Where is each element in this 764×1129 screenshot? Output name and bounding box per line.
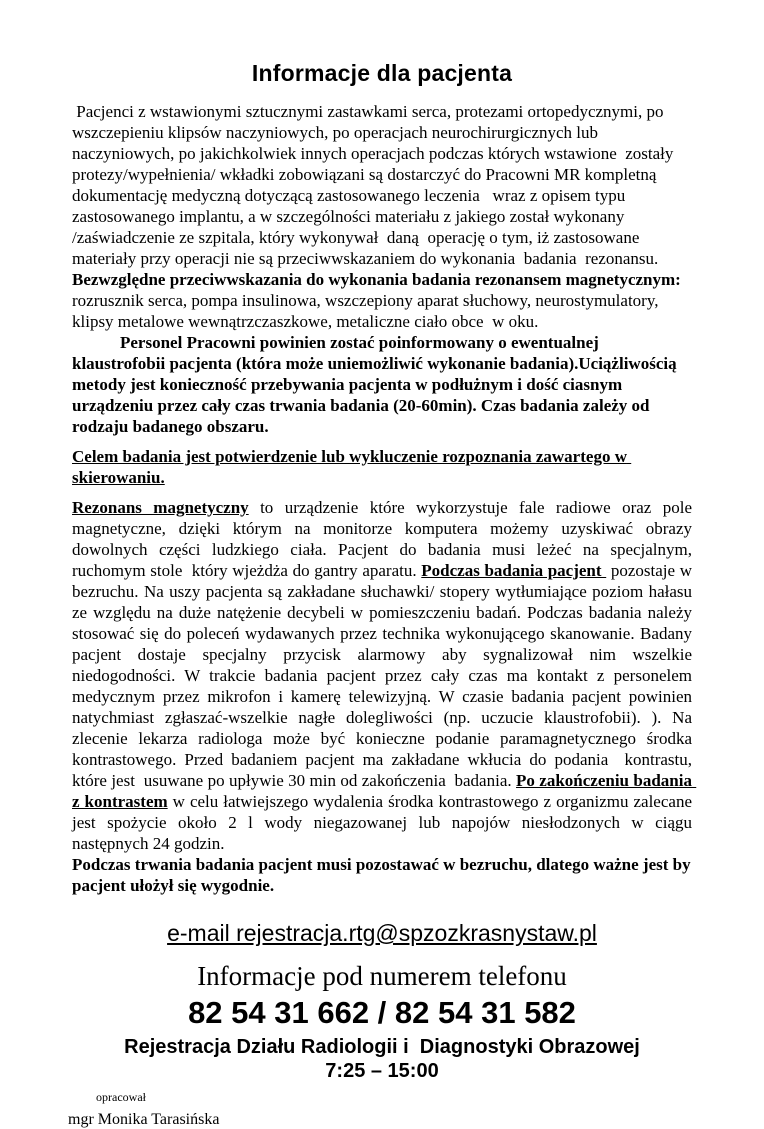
- prepared-by-name: mgr Monika Tarasińska: [68, 1111, 220, 1128]
- heading-exam-purpose: [72, 446, 692, 488]
- text-run: Podczas trwania badania pacjent musi pozostawać w bezruchu, dlatego ważne jest by pacjent ułożył się wygodnie.: [72, 855, 695, 895]
- text-run: Rezonans magnetyczny: [72, 498, 249, 517]
- phone-numbers: 82 54 31 662 / 82 54 31 582: [188, 995, 576, 1030]
- paragraph-personnel: [72, 332, 692, 437]
- phone-info-heading: Informacje pod numerem telefonu: [197, 961, 567, 991]
- text-run: Podczas badania pacjent: [421, 561, 607, 580]
- text-run: Pacjenci z wstawionymi sztucznymi zastawkami serca, protezami ortopedycznymi, po wszczepieniu klipsów naczyniowych, po operacjach neurochirurgicznych lub naczyniowych, po jakichkolwiek innych operacjach podczas których wstawione zostały protezy/wypełnienia/ wkładki zobowiązani są dostarczyć do Pracowni MR kompletną dokumentację medyczną dotyczącą zastosowanego leczenia wraz z opisem typu zastosowanego implantu, a w szczególności materiału z jakiego został wykonany /zaświadczenie ze szpitala, który wykonywał daną operację o tym, iż zastosowane materiały przy operacji nie są przeciwwskazaniem do wykonania badania rezonansu.: [72, 102, 678, 268]
- text-run: Celem badania jest potwierdzenie lub wykluczenie rozpoznania zawartego w skierowaniu.: [72, 447, 632, 487]
- document-title: Informacje dla pacjenta: [251, 60, 513, 86]
- registration-department: Rejestracja Działu Radiologii i Diagnostyki Obrazowej: [124, 1036, 640, 1058]
- text-run: pozostaje w bezruchu. Na uszy pacjenta są zakładane słuchawki/ stopery wytłumiające poziom hałasu ze względu na duże natężenie decybeli w pomieszczeniu badań. Podczas badania należy stosować się do poleceń wydawanych przez technika wykonującego skanowanie. Badany pacjent dostaje specjalny przycisk alarmowy aby sygnalizował nim wszelkie niedogodności. W trakcie badania pacjent przez cały czas ma kontakt z personelem medycznym przez mikrofon i kamerę telewizyjną. W czasie badania pacjent powinien natychmiast zgłaszać-wszelkie nagłe dolegliwości (np. uczucie klaustrofobii). ). Na zlecenie lekarza radiologa może być konieczne podanie paramagnetycznego środka kontrastowego. Przed badaniem pacjent ma zakładane wkłucia do podania kontrastu, które jest usuwane po upływie 30 min od zakończenia badania.: [72, 561, 697, 790]
- opening-hours: 7:25 – 15:00: [325, 1060, 439, 1082]
- text-run: to urządzenie które wykorzystuje fale radiowe oraz pole magnetyczne, dzięki którym na monitorze komputera możemy uzyskiwać obrazy dowolnych części ludzkiego ciała. Pacjent do badania musi leżeć na specjalnym, ruchomym stole który wjeżdża do gantry aparatu.: [72, 498, 697, 580]
- paragraph-contraindications: [72, 269, 692, 332]
- prepared-label: opracował: [96, 1090, 146, 1104]
- text-run: rozrusznik serca, pompa insulinowa, wszczepiony aparat słuchowy, neurostymulatory, klipsy metalowe wewnątrzczaszkowe, metaliczne ciało obce w oku.: [72, 270, 686, 331]
- text-run: Po zakończeniu badania z kontrastem: [72, 771, 697, 811]
- text-run: Personel Pracowni powinien zostać poinformowany o ewentualnej klaustrofobii pacjenta (która może uniemożliwić wykonanie badania).Uciążliwością metody jest konieczność przebywania pacjenta w podłużnym i dość ciasnym urządzeniu przez cały czas trwania badania (20-60min). Czas badania zależy od rodzaju badanego obszaru.: [72, 333, 681, 436]
- text-run: w celu łatwiejszego wydalenia środka kontrastowego z organizmu zalecane jest spożycie około 2 l wody niegazowanej lub napojów niesłodzonych w ciągu następnych 24 godzin.: [72, 792, 697, 853]
- paragraph-remain-still: [72, 854, 695, 896]
- footer-block: [68, 1090, 692, 1129]
- text-run: Bezwzględne przeciwwskazania do wykonania badania rezonansem magnetycznym:: [72, 270, 681, 289]
- paragraph-intro: [72, 101, 692, 269]
- contact-block: [72, 920, 692, 1083]
- paragraph-mri-description: [72, 497, 697, 854]
- email-address: e-mail rejestracja.rtg@spzozkrasnystaw.pl: [167, 920, 597, 946]
